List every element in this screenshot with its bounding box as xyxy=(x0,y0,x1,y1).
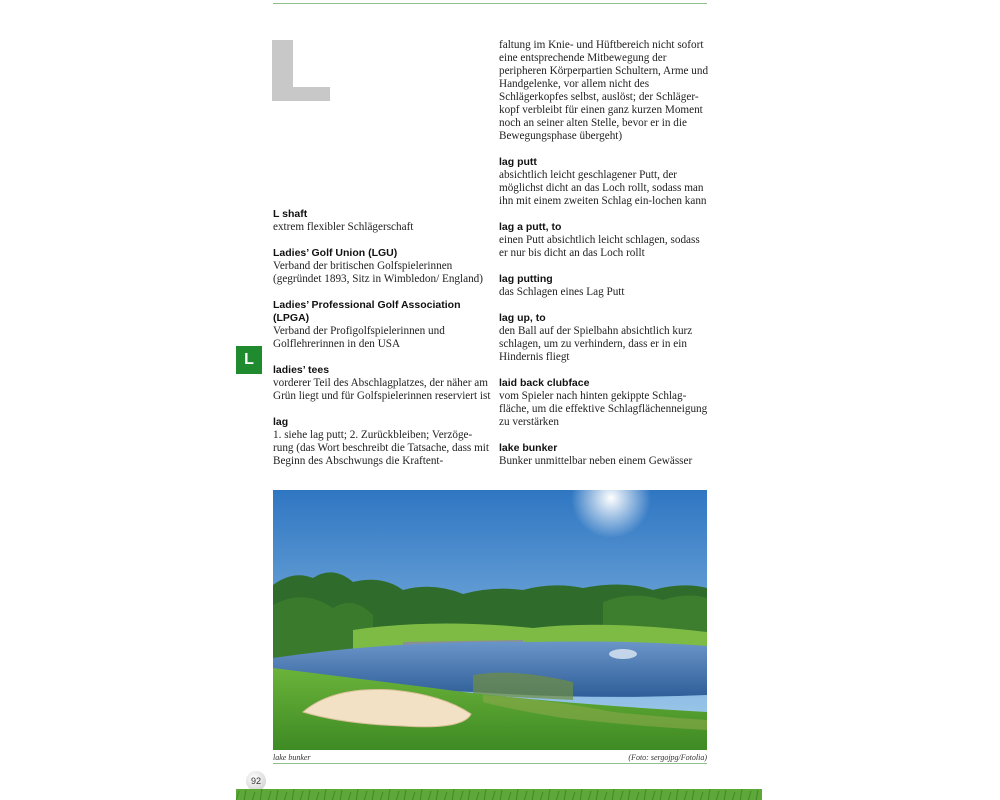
entry-term: lag xyxy=(273,416,289,428)
lake-bunker-photo xyxy=(273,490,707,750)
glossary-entry xyxy=(273,416,491,468)
glossary-entry xyxy=(499,377,711,429)
continued-definition: faltung im Knie- und Hüftbereich nicht sofort eine entsprechende Mitbewegung der peripheren Körperpartien Schultern, Arme und Handgelenke, vor allem nicht des Schlägerkopfes selbst, auslöst; der Schläger-kopf verbleibt für einen ganz kurzen Moment noch an seiner alten Stelle, bevor er in die Bewegungsphase übergeht) xyxy=(499,39,709,142)
entry-definition: einen Putt absichtlich leicht schlagen, sodass er nur bis dicht an das Loch rollt xyxy=(499,234,700,259)
entry-definition: das Schlagen eines Lag Putt xyxy=(499,286,625,298)
right-column xyxy=(499,39,711,481)
entry-term: lag putting xyxy=(499,273,553,285)
entry-definition: Verband der Profigolfspielerinnen und Golflehrerinnen in den USA xyxy=(273,325,445,350)
glossary-entry xyxy=(273,208,491,234)
entry-term: ladies’ tees xyxy=(273,364,330,376)
top-rule xyxy=(273,3,707,4)
entry-definition: vorderer Teil des Abschlagplatzes, der näher am Grün liegt und für Golfspielerinnen reserviert ist xyxy=(273,377,491,402)
entry-term: lake bunker xyxy=(499,442,558,454)
glossary-entry xyxy=(499,442,711,468)
entry-definition: Bunker unmittelbar neben einem Gewässer xyxy=(499,455,693,467)
entry-term: lag a putt, to xyxy=(499,221,562,233)
entry-definition: 1. siehe lag putt; 2. Zurückbleiben; Verzöge-rung (das Wort beschreibt die Tatsache, dass mit Beginn des Abschwungs die Kraftent- xyxy=(273,429,490,467)
entry-definition: extrem flexibler Schlägerschaft xyxy=(273,221,414,233)
glossary-entry xyxy=(499,273,711,299)
photo-caption: lake bunker xyxy=(273,753,311,762)
entry-definition: den Ball auf der Spielbahn absichtlich kurz schlagen, um zu verhindern, dass er in ein Hindernis fliegt xyxy=(499,325,693,363)
glossary-entry xyxy=(273,247,491,286)
glossary-entry xyxy=(499,156,711,208)
section-tab-badge: L xyxy=(236,346,262,374)
left-column xyxy=(273,208,491,481)
entry-term: L shaft xyxy=(273,208,308,220)
golf-course-illustration xyxy=(273,490,707,750)
entry-term: lag up, to xyxy=(499,312,546,324)
entry-term: laid back clubface xyxy=(499,377,590,389)
entry-definition: absichtlich leicht geschlagener Putt, der möglichst dicht an das Loch rollt, sodass man ihn mit einem zweiten Schlag ein-lochen kann xyxy=(499,169,707,207)
entry-definition: Verband der britischen Golfspielerinnen (gegründet 1893, Sitz in Wimbledon/ England) xyxy=(273,260,484,285)
glossary-entry xyxy=(273,299,491,351)
entry-definition: vom Spieler nach hinten gekippte Schlag-fläche, um die effektive Schlagflächenneigung zu verstärken xyxy=(499,390,708,428)
bottom-rule xyxy=(273,763,707,764)
grass-footer-strip xyxy=(236,788,762,800)
entry-term: lag putt xyxy=(499,156,537,168)
glossary-entry xyxy=(273,364,491,403)
glossary-entry xyxy=(499,312,711,364)
page-number: 92 xyxy=(246,771,266,791)
entry-term: Ladies’ Professional Golf Association (LPGA) xyxy=(273,299,461,324)
entry-term: Ladies’ Golf Union (LGU) xyxy=(273,247,398,259)
glossary-entry xyxy=(499,221,711,260)
section-letter-graphic xyxy=(272,40,330,101)
photo-credit: (Foto: sergojpg/Fotolia) xyxy=(628,753,707,762)
